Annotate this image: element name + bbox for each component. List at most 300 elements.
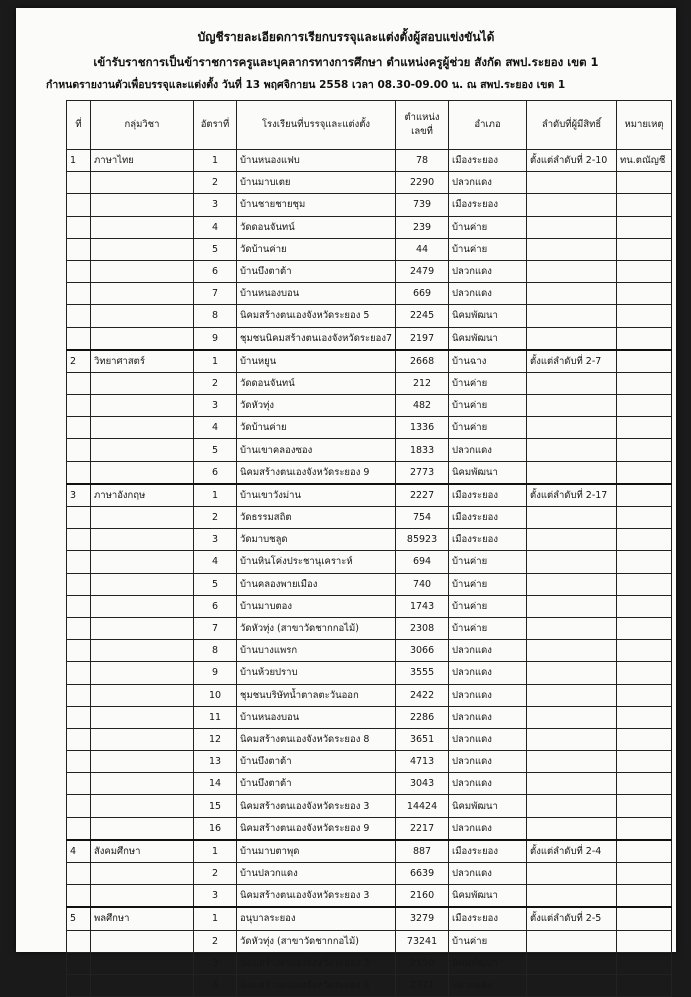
table-row [67, 172, 672, 194]
table-row [67, 395, 672, 417]
cell-group-no [67, 238, 91, 260]
table-row [67, 795, 672, 817]
cell-group-no [67, 795, 91, 817]
cell-note [617, 817, 672, 840]
cell-note [617, 417, 672, 439]
cell-district: ปลวกแดง [449, 706, 527, 728]
cell-school: วัดมาบชลูด [237, 529, 396, 551]
cell-subject [91, 617, 194, 639]
cell-rate-no: 14 [194, 773, 237, 795]
cell-subject [91, 885, 194, 908]
table-row [67, 372, 672, 394]
document-subtitle: เข้ารับราชการเป็นข้าราชการครูและบุคลากรทางการศึกษา ตำแหน่งครูผู้ช่วย สังกัด สพป.ระยอง เขต 1 [93, 55, 599, 69]
cell-rate-no: 6 [194, 461, 237, 484]
cell-rank [527, 684, 617, 706]
cell-district: นิคมพัฒนา [449, 795, 527, 817]
cell-district: เมืองระยอง [449, 507, 527, 529]
table-row [67, 640, 672, 662]
cell-school: บ้านเขาคลองซอง [237, 439, 396, 461]
cell-subject [91, 974, 194, 996]
cell-subject [91, 395, 194, 417]
cell-rank [527, 194, 617, 216]
table-row [67, 305, 672, 327]
cell-subject [91, 817, 194, 840]
cell-school: วัดหัวทุ่ง (สาขาวัดชากกอไม้) [237, 930, 396, 952]
cell-position-no: 2197 [396, 327, 449, 350]
cell-rate-no: 4 [194, 216, 237, 238]
cell-rate-no: 15 [194, 795, 237, 817]
cell-rate-no: 10 [194, 684, 237, 706]
cell-note [617, 751, 672, 773]
cell-district: เมืองระยอง [449, 194, 527, 216]
cell-subject [91, 751, 194, 773]
cell-position-no: 3555 [396, 662, 449, 684]
cell-position-no: 739 [396, 194, 449, 216]
cell-group-no [67, 974, 91, 996]
cell-position-no: 2217 [396, 817, 449, 840]
cell-subject [91, 728, 194, 750]
cell-subject [91, 795, 194, 817]
cell-district: เมืองระยอง [449, 907, 527, 930]
cell-rank [527, 529, 617, 551]
cell-rank [527, 573, 617, 595]
cell-group-no [67, 952, 91, 974]
cell-rate-no: 5 [194, 439, 237, 461]
cell-group-no [67, 372, 91, 394]
cell-district: นิคมพัฒนา [449, 327, 527, 350]
cell-subject: วิทยาศาสตร์ [91, 350, 194, 373]
cell-school: วัดธรรมสถิต [237, 507, 396, 529]
cell-note [617, 395, 672, 417]
cell-district: ปลวกแดง [449, 260, 527, 282]
cell-school: วัดบ้านค่าย [237, 417, 396, 439]
cell-position-no: 2479 [396, 260, 449, 282]
cell-subject [91, 172, 194, 194]
cell-subject [91, 461, 194, 484]
cell-subject [91, 595, 194, 617]
cell-rate-no: 9 [194, 327, 237, 350]
cell-school: วัดดอนจันทน์ [237, 372, 396, 394]
cell-note [617, 194, 672, 216]
cell-rate-no: 16 [194, 817, 237, 840]
cell-school: บ้านหนองแฟบ [237, 150, 396, 172]
cell-position-no: 2150 [396, 952, 449, 974]
cell-position-no: 2371 [396, 974, 449, 996]
cell-district: เมืองระยอง [449, 150, 527, 172]
cell-position-no: 212 [396, 372, 449, 394]
col-header-subject: กลุ่มวิชา [91, 101, 194, 150]
cell-group-no [67, 595, 91, 617]
cell-district: บ้านค่าย [449, 216, 527, 238]
cell-district: ปลวกแดง [449, 974, 527, 996]
cell-subject [91, 529, 194, 551]
cell-rate-no: 1 [194, 840, 237, 863]
cell-school: บ้านหนองบอน [237, 706, 396, 728]
cell-rank [527, 595, 617, 617]
cell-group-no: 5 [67, 907, 91, 930]
cell-position-no: 4713 [396, 751, 449, 773]
document-title: บัญชีรายละเอียดการเรียกบรรจุและแต่งตั้งผู้สอบแข่งขันได้ [197, 30, 495, 44]
table-row [67, 461, 672, 484]
cell-group-no [67, 327, 91, 350]
table-row [67, 573, 672, 595]
cell-district: บ้านค่าย [449, 617, 527, 639]
cell-district: บ้านค่าย [449, 372, 527, 394]
cell-district: นิคมพัฒนา [449, 461, 527, 484]
table-row [67, 529, 672, 551]
cell-group-no [67, 885, 91, 908]
cell-group-no [67, 194, 91, 216]
cell-rate-no: 8 [194, 640, 237, 662]
table-row [67, 595, 672, 617]
cell-rank [527, 795, 617, 817]
table-row [67, 260, 672, 282]
cell-position-no: 1833 [396, 439, 449, 461]
table-row [67, 417, 672, 439]
table-row [67, 840, 672, 863]
cell-rate-no: 13 [194, 751, 237, 773]
cell-position-no: 694 [396, 551, 449, 573]
cell-rank [527, 974, 617, 996]
cell-subject [91, 327, 194, 350]
placement-table [66, 100, 672, 997]
cell-district: ปลวกแดง [449, 863, 527, 885]
cell-group-no [67, 728, 91, 750]
cell-note [617, 974, 672, 996]
table-row [67, 662, 672, 684]
cell-district: บ้านฉาง [449, 350, 527, 373]
cell-note [617, 662, 672, 684]
cell-group-no [67, 507, 91, 529]
cell-note [617, 907, 672, 930]
cell-rate-no: 7 [194, 283, 237, 305]
table-row [67, 283, 672, 305]
cell-group-no [67, 172, 91, 194]
cell-rate-no: 12 [194, 728, 237, 750]
cell-group-no [67, 417, 91, 439]
cell-school: บ้านปลวกแดง [237, 863, 396, 885]
cell-school: วัดหัวทุ่ง (สาขาวัดชากกอไม้) [237, 617, 396, 639]
cell-school: นิคมสร้างตนเองจังหวัดระยอง 8 [237, 728, 396, 750]
cell-school: บ้านมาบตาพุด [237, 840, 396, 863]
cell-school: บ้านบึงตาต้า [237, 260, 396, 282]
cell-note [617, 684, 672, 706]
cell-rank [527, 706, 617, 728]
cell-rank [527, 952, 617, 974]
cell-rank [527, 640, 617, 662]
cell-rank [527, 417, 617, 439]
table-header-row [67, 101, 672, 150]
cell-note [617, 617, 672, 639]
cell-subject: สังคมศึกษา [91, 840, 194, 863]
cell-note [617, 595, 672, 617]
cell-note [617, 238, 672, 260]
col-header-rank: ลำดับที่ผู้มีสิทธิ์ [527, 101, 617, 150]
cell-rank [527, 327, 617, 350]
table-row [67, 684, 672, 706]
cell-rate-no: 1 [194, 350, 237, 373]
cell-school: บ้านมาบตอง [237, 595, 396, 617]
cell-group-no [67, 617, 91, 639]
cell-rank [527, 817, 617, 840]
table-row [67, 930, 672, 952]
table-row [67, 751, 672, 773]
cell-school: นิคมสร้างตนเองจังหวัดระยอง 8 [237, 974, 396, 996]
cell-rank [527, 507, 617, 529]
table-row [67, 439, 672, 461]
table-row [67, 974, 672, 996]
cell-subject [91, 684, 194, 706]
cell-group-no: 1 [67, 150, 91, 172]
cell-rank: ตั้งแต่ลำดับที่ 2-5 [527, 907, 617, 930]
report-schedule-line: กำหนดรายงานตัวเพื่อบรรจุและแต่งตั้ง วันที่ 13 พฤศจิกายน 2558 เวลา 08.30-09.00 น. ณ สพป.ระยอง เขต 1 [46, 79, 566, 91]
cell-subject [91, 194, 194, 216]
cell-district: ปลวกแดง [449, 172, 527, 194]
cell-rank: ตั้งแต่ลำดับที่ 2-4 [527, 840, 617, 863]
cell-rank [527, 305, 617, 327]
cell-position-no: 754 [396, 507, 449, 529]
cell-rate-no: 1 [194, 484, 237, 507]
cell-rate-no: 6 [194, 260, 237, 282]
cell-rank [527, 172, 617, 194]
cell-group-no [67, 930, 91, 952]
cell-rank [527, 773, 617, 795]
cell-rate-no: 3 [194, 395, 237, 417]
cell-rank [527, 728, 617, 750]
cell-note [617, 706, 672, 728]
cell-group-no: 3 [67, 484, 91, 507]
cell-position-no: 2422 [396, 684, 449, 706]
cell-school: บ้านมาบเตย [237, 172, 396, 194]
cell-subject: ภาษาอังกฤษ [91, 484, 194, 507]
cell-rate-no: 2 [194, 930, 237, 952]
cell-note [617, 260, 672, 282]
cell-subject [91, 238, 194, 260]
cell-position-no: 3066 [396, 640, 449, 662]
cell-district: บ้านค่าย [449, 238, 527, 260]
cell-position-no: 2160 [396, 885, 449, 908]
cell-district: นิคมพัฒนา [449, 885, 527, 908]
cell-rank [527, 930, 617, 952]
cell-district: บ้านค่าย [449, 930, 527, 952]
cell-subject [91, 930, 194, 952]
cell-position-no: 3279 [396, 907, 449, 930]
cell-district: เมืองระยอง [449, 840, 527, 863]
cell-subject [91, 417, 194, 439]
cell-group-no [67, 551, 91, 573]
cell-group-no [67, 260, 91, 282]
cell-group-no [67, 439, 91, 461]
cell-subject [91, 507, 194, 529]
cell-position-no: 73241 [396, 930, 449, 952]
col-header-position: ตำแหน่งเลขที่ [396, 101, 449, 150]
cell-school: บ้านคลองพายเมือง [237, 573, 396, 595]
cell-note [617, 728, 672, 750]
cell-district: ปลวกแดง [449, 640, 527, 662]
cell-note [617, 840, 672, 863]
cell-note [617, 350, 672, 373]
cell-rate-no: 3 [194, 529, 237, 551]
cell-rate-no: 4 [194, 551, 237, 573]
cell-rank: ตั้งแต่ลำดับที่ 2-10 [527, 150, 617, 172]
table-row [67, 238, 672, 260]
table-row [67, 706, 672, 728]
cell-position-no: 78 [396, 150, 449, 172]
cell-rate-no: 3 [194, 885, 237, 908]
table-row [67, 885, 672, 908]
cell-group-no [67, 817, 91, 840]
cell-school: บ้านเขาวังม่าน [237, 484, 396, 507]
cell-note [617, 216, 672, 238]
cell-group-no [67, 216, 91, 238]
cell-position-no: 740 [396, 573, 449, 595]
cell-district: เมืองระยอง [449, 484, 527, 507]
table-row [67, 907, 672, 930]
cell-position-no: 669 [396, 283, 449, 305]
table-row [67, 150, 672, 172]
cell-rank [527, 216, 617, 238]
cell-rank: ตั้งแต่ลำดับที่ 2-17 [527, 484, 617, 507]
col-header-district: อำเภอ [449, 101, 527, 150]
cell-group-no [67, 573, 91, 595]
cell-group-no [67, 305, 91, 327]
cell-position-no: 3651 [396, 728, 449, 750]
cell-note [617, 573, 672, 595]
table-row [67, 728, 672, 750]
cell-note [617, 484, 672, 507]
cell-rate-no: 4 [194, 974, 237, 996]
cell-note [617, 863, 672, 885]
cell-school: นิคมสร้างตนเองจังหวัดระยอง 9 [237, 461, 396, 484]
cell-note [617, 640, 672, 662]
cell-rate-no: 4 [194, 417, 237, 439]
cell-district: ปลวกแดง [449, 773, 527, 795]
cell-rank [527, 238, 617, 260]
cell-school: ชุมชนนิคมสร้างตนเองจังหวัดระยอง7 [237, 327, 396, 350]
cell-district: บ้านค่าย [449, 417, 527, 439]
cell-rate-no: 7 [194, 617, 237, 639]
cell-rank [527, 885, 617, 908]
cell-group-no: 4 [67, 840, 91, 863]
table-row [67, 507, 672, 529]
table-row [67, 327, 672, 350]
cell-note [617, 172, 672, 194]
cell-subject [91, 952, 194, 974]
cell-school: นิคมสร้างตนเองจังหวัดระยอง 5 [237, 305, 396, 327]
col-header-rate: อัตราที่ [194, 101, 237, 150]
cell-school: นิคมสร้างตนเองจังหวัดระยอง 3 [237, 795, 396, 817]
cell-position-no: 2245 [396, 305, 449, 327]
cell-district: ปลวกแดง [449, 283, 527, 305]
table-row [67, 484, 672, 507]
cell-rank [527, 461, 617, 484]
table-row [67, 817, 672, 840]
cell-position-no: 2308 [396, 617, 449, 639]
cell-district: ปลวกแดง [449, 817, 527, 840]
cell-note [617, 283, 672, 305]
cell-note [617, 507, 672, 529]
cell-note [617, 439, 672, 461]
cell-district: เมืองระยอง [449, 529, 527, 551]
cell-subject [91, 372, 194, 394]
cell-subject [91, 305, 194, 327]
cell-school: บ้านชายชายชุม [237, 194, 396, 216]
cell-position-no: 44 [396, 238, 449, 260]
cell-rank [527, 551, 617, 573]
cell-district: บ้านค่าย [449, 395, 527, 417]
cell-district: บ้านค่าย [449, 573, 527, 595]
cell-note [617, 551, 672, 573]
cell-rate-no: 3 [194, 194, 237, 216]
cell-rank [527, 372, 617, 394]
cell-rank [527, 863, 617, 885]
cell-district: บ้านค่าย [449, 551, 527, 573]
cell-position-no: 2290 [396, 172, 449, 194]
cell-note [617, 885, 672, 908]
cell-note [617, 529, 672, 551]
cell-school: บ้านหยูน [237, 350, 396, 373]
cell-position-no: 3043 [396, 773, 449, 795]
cell-rate-no: 3 [194, 952, 237, 974]
cell-school: บ้านบึงตาต้า [237, 751, 396, 773]
table-row [67, 551, 672, 573]
cell-district: นิคมพัฒนา [449, 952, 527, 974]
cell-note: ทน.ตณัญชี [617, 150, 672, 172]
cell-district: บ้านค่าย [449, 595, 527, 617]
cell-subject [91, 706, 194, 728]
cell-subject [91, 216, 194, 238]
cell-school: นิคมสร้างตนเองจังหวัดระยอง 3 [237, 885, 396, 908]
table-row [67, 617, 672, 639]
cell-school: อนุบาลระยอง [237, 907, 396, 930]
cell-group-no [67, 640, 91, 662]
cell-rate-no: 1 [194, 150, 237, 172]
cell-position-no: 14424 [396, 795, 449, 817]
cell-school: นิคมสร้างตนเองจังหวัดระยอง 9 [237, 817, 396, 840]
cell-district: ปลวกแดง [449, 751, 527, 773]
cell-position-no: 85923 [396, 529, 449, 551]
cell-rate-no: 2 [194, 372, 237, 394]
cell-note [617, 795, 672, 817]
table-row [67, 216, 672, 238]
cell-position-no: 482 [396, 395, 449, 417]
cell-school: ชุมชนบริษัทน้ำตาลตะวันออก [237, 684, 396, 706]
cell-school: บ้านห้วยปราบ [237, 662, 396, 684]
cell-rate-no: 5 [194, 238, 237, 260]
cell-rate-no: 8 [194, 305, 237, 327]
cell-position-no: 887 [396, 840, 449, 863]
cell-note [617, 461, 672, 484]
cell-rank [527, 283, 617, 305]
cell-school: บ้านบางแพรก [237, 640, 396, 662]
cell-group-no [67, 461, 91, 484]
cell-subject: พลศึกษา [91, 907, 194, 930]
cell-rate-no: 2 [194, 172, 237, 194]
cell-district: ปลวกแดง [449, 439, 527, 461]
cell-position-no: 2286 [396, 706, 449, 728]
cell-subject [91, 283, 194, 305]
table-row [67, 350, 672, 373]
table-row [67, 863, 672, 885]
cell-rank: ตั้งแต่ลำดับที่ 2-7 [527, 350, 617, 373]
cell-rank [527, 395, 617, 417]
cell-group-no: 2 [67, 350, 91, 373]
col-header-school: โรงเรียนที่บรรจุและแต่งตั้ง [237, 101, 396, 150]
cell-school: บ้านหินโค่งประชานุเคราะห์ [237, 551, 396, 573]
table-row [67, 773, 672, 795]
cell-subject [91, 640, 194, 662]
cell-district: นิคมพัฒนา [449, 305, 527, 327]
